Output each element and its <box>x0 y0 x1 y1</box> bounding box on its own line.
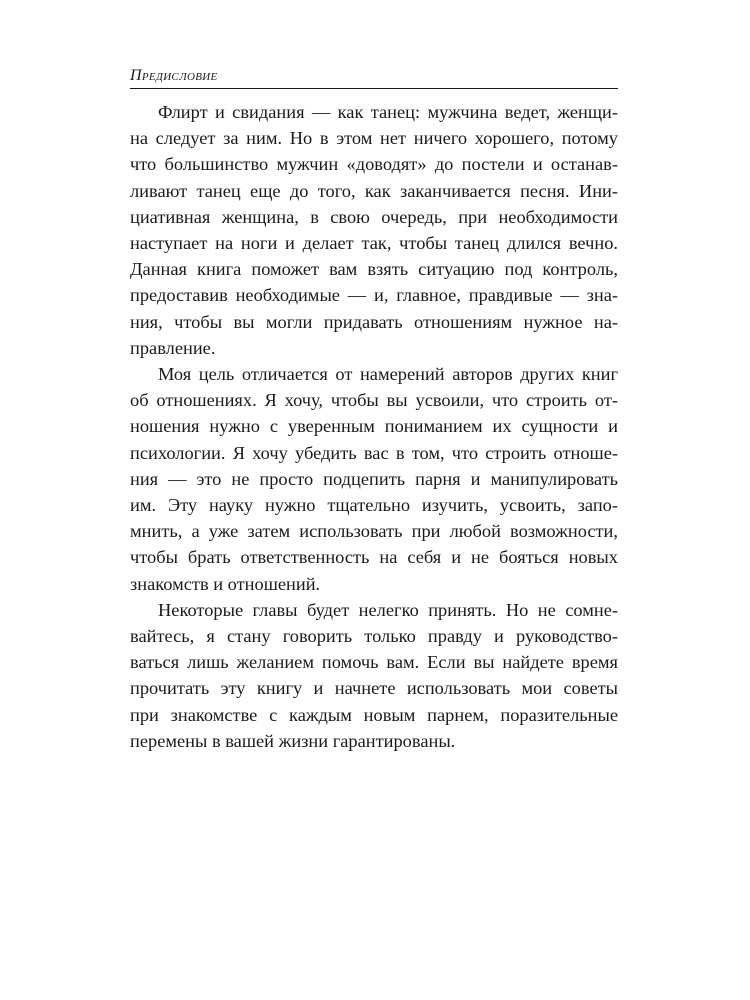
text-line: при знакомстве с каждым новым парнем, поразительные <box>130 704 618 725</box>
running-title: Предисловие <box>130 67 218 84</box>
text-line: на следует за ним. Но в этом нет ничего хорошего, потому <box>130 128 618 149</box>
running-header <box>130 66 618 89</box>
paragraph-3 <box>130 597 618 754</box>
text-line: Моя цель отличается от намерений авторов других книг <box>158 364 618 385</box>
text-line: Данная книга поможет вам взять ситуацию под контроль, <box>130 259 618 280</box>
text-line: предоставив необходимые — и, главное, правдивые — зна- <box>130 285 618 306</box>
text-line: наступает на ноги и делает так, чтобы танец длился вечно. <box>130 233 618 254</box>
text-line: перемены в вашей жизни гарантированы. <box>130 730 456 751</box>
text-line: что большинство мужчин «доводят» до постели и останав- <box>130 154 618 175</box>
text-line: правление. <box>130 337 216 358</box>
text-line: циативная женщина, в свою очередь, при необходимости <box>130 206 618 227</box>
text-line: чтобы брать ответственность на себя и не бояться новых <box>130 547 618 568</box>
text-line: ваться лишь желанием помочь вам. Если вы найдете время <box>130 652 618 673</box>
text-line: прочитать эту книгу и начнете использовать мои советы <box>130 678 618 699</box>
text-line: знакомств и отношений. <box>130 573 321 594</box>
text-line: об отношениях. Я хочу, чтобы вы усвоили, что строить от- <box>130 390 618 411</box>
text-line: ния — это не просто подцепить парня и манипулировать <box>130 468 618 489</box>
text-line: Некоторые главы будет нелегко принять. Но не сомне- <box>158 599 618 620</box>
text-line: ношения нужно с уверенным пониманием их сущности и <box>130 416 618 437</box>
text-line: ния, чтобы вы могли придавать отношениям нужное на- <box>130 311 618 332</box>
text-line: им. Эту науку нужно тщательно изучить, усвоить, запо- <box>130 495 618 516</box>
body-text <box>130 99 618 754</box>
paragraph-1 <box>130 99 618 361</box>
text-line: психологии. Я хочу убедить вас в том, что строить отноше- <box>130 442 618 463</box>
text-line: ливают танец еще до того, как заканчивается песня. Ини- <box>130 180 618 201</box>
text-line: мнить, а уже затем использовать при любой возможности, <box>130 521 618 542</box>
text-line: вайтесь, я стану говорить только правду и руководство- <box>130 626 618 647</box>
text-line: Флирт и свидания — как танец: мужчина ведет, женщи- <box>158 102 618 122</box>
paragraph-2 <box>130 361 618 597</box>
